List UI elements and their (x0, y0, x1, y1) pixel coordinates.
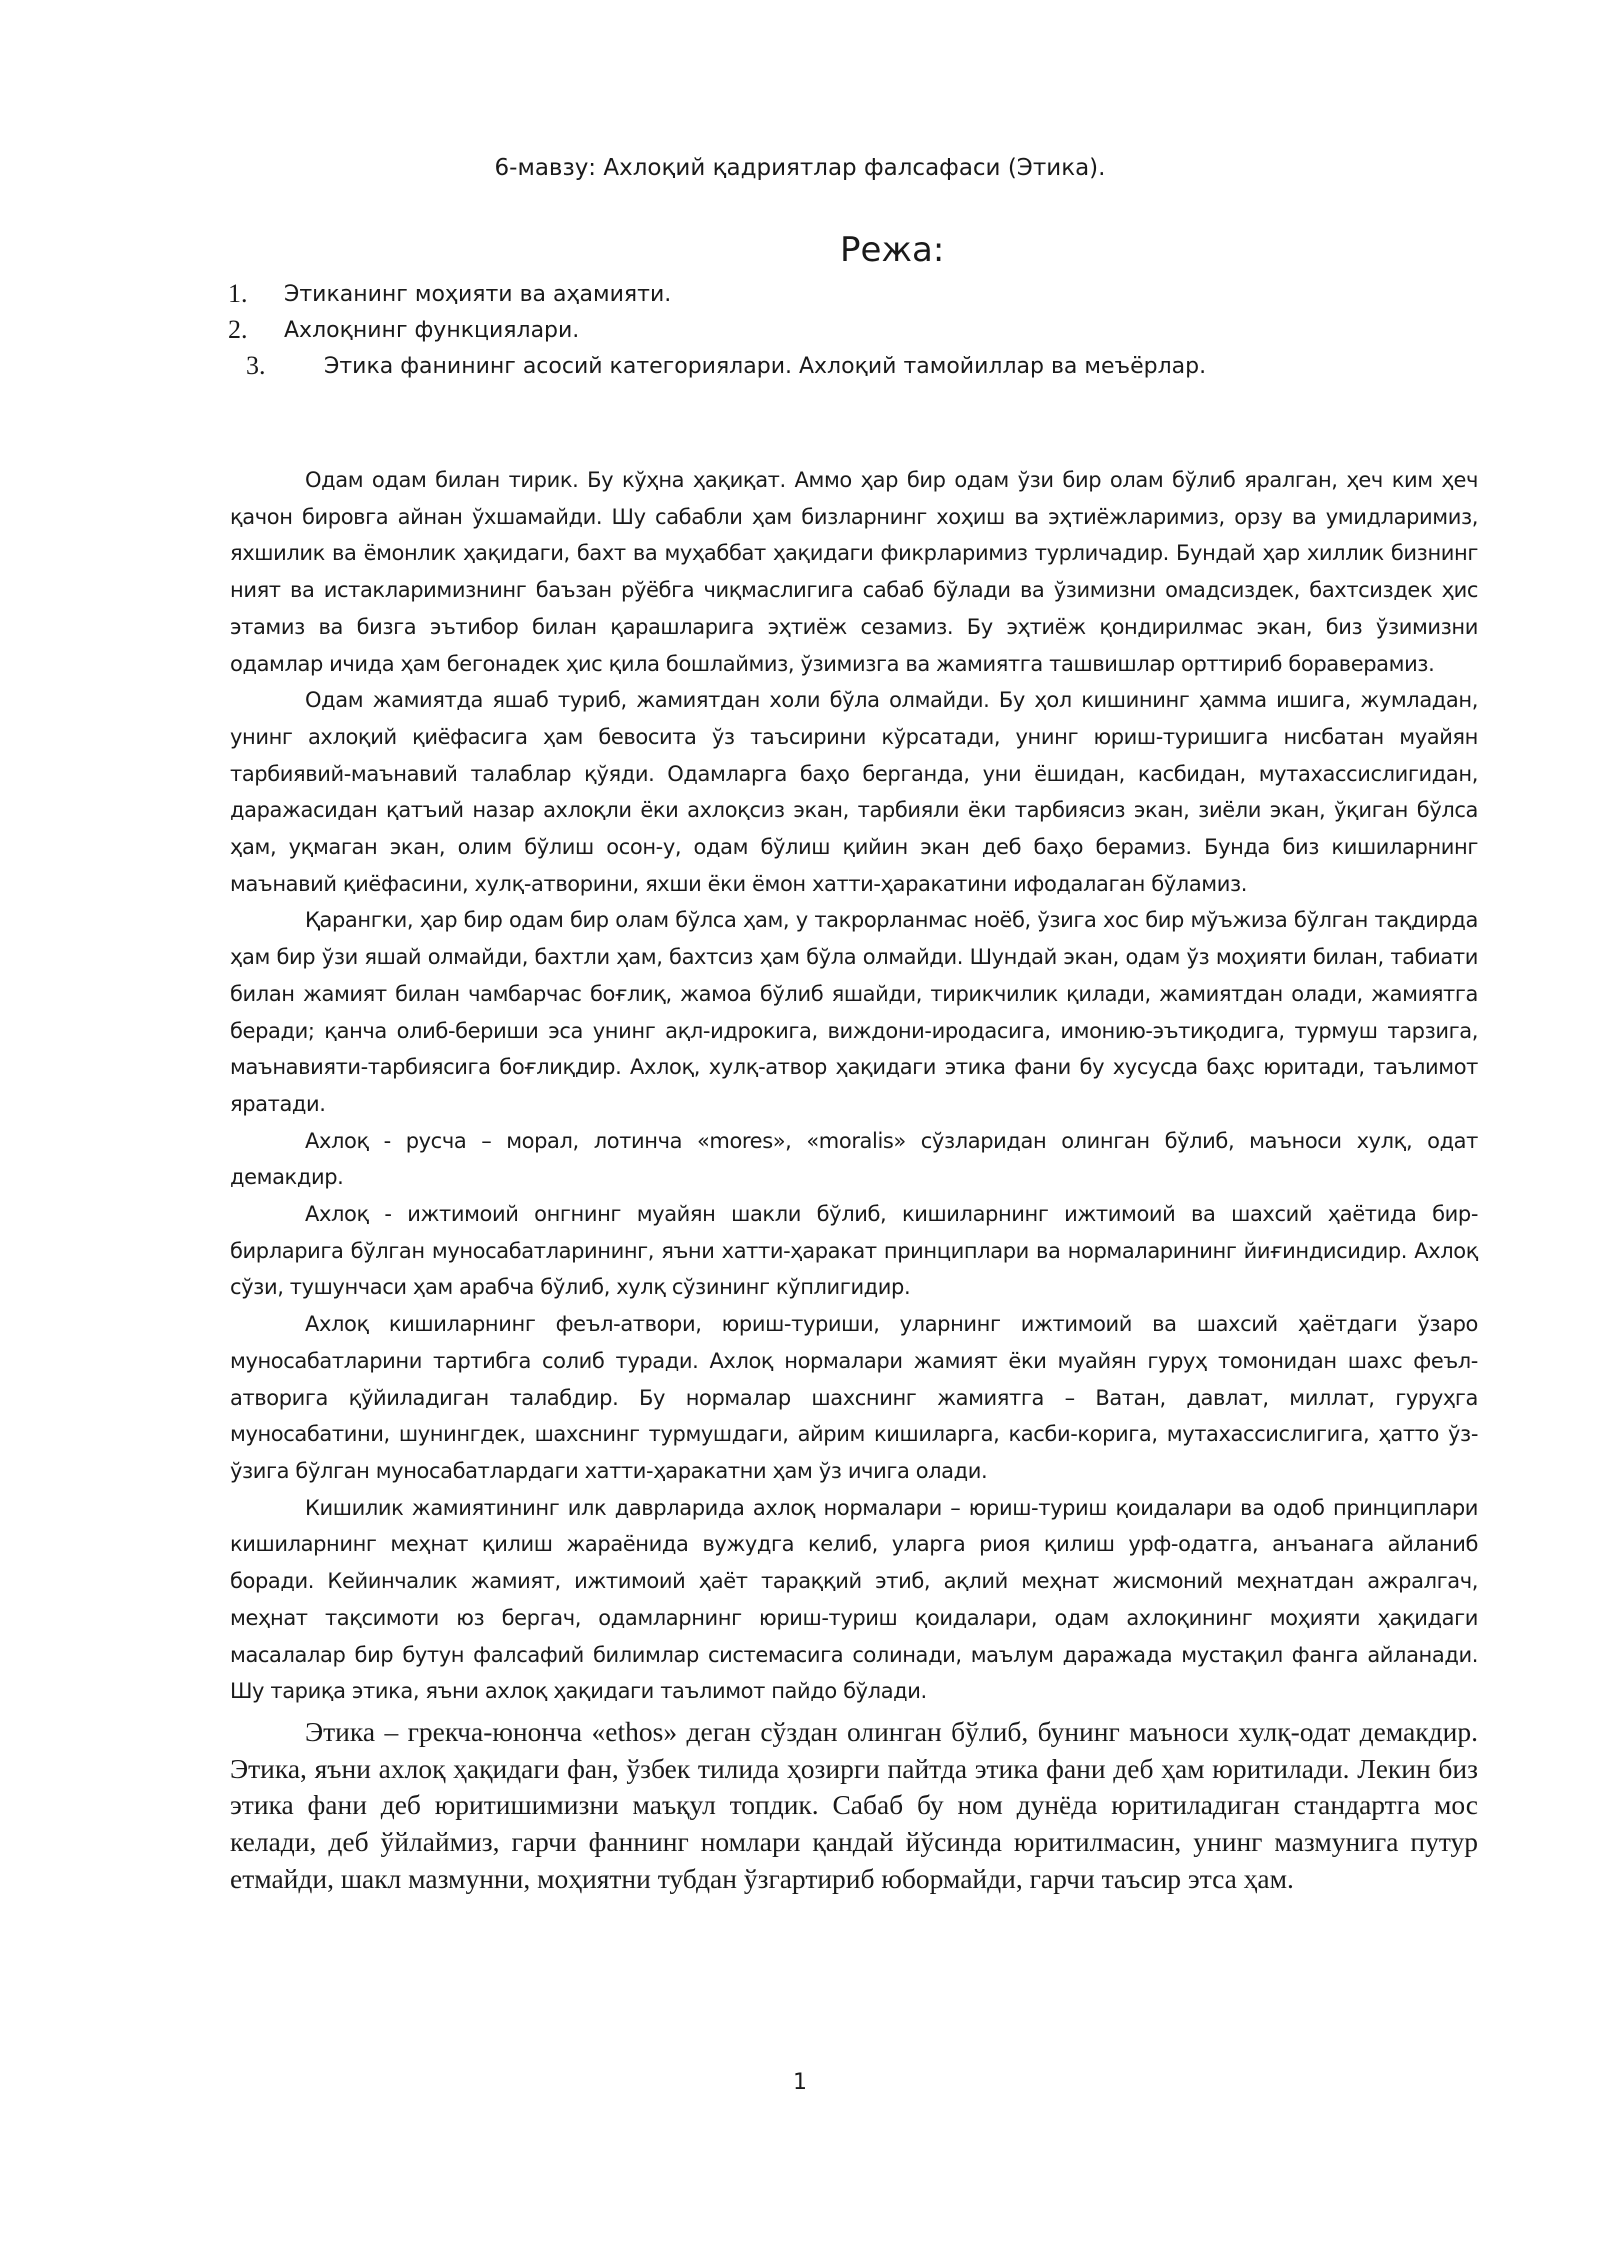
plan-item-text: Ахлоқнинг функциялари. (284, 317, 580, 343)
plan-item-number: 3. (246, 351, 266, 380)
paragraph: Ахлоқ - ижтимоий онгнинг муайян шакли бўлиб, кишиларнинг ижтимоий ва шахсий ҳаётида бир-бирларига бўлган муносабатларининг, яъни хатти-ҳаракат принциплари ва нормаларининг йиғиндисидир. Ахлоқ сўзи, тушунчаси ҳам арабча бўлиб, хулқ сўзининг кўплигидир. (230, 1202, 1478, 1300)
page-number: 1 (793, 2070, 807, 2095)
topic-title: 6-мавзу: Ахлоқий қадриятлар фалсафаси (Этика). (494, 155, 1106, 181)
paragraph: Одам одам билан тирик. Бу кўҳна ҳақиқат. Аммо ҳар бир одам ўзи бир олам бўлиб яралган, ҳеч ким ҳеч қачон бировга айнан ўхшамайди. Шу сабабли ҳам бизларнинг хоҳиш ва эҳтиёжларимиз, орзу ва умидларимиз, яхшилик ва ёмонлик ҳақидаги, бахт ва муҳаббат ҳақидаги фикрларимиз турличадир. Бундай ҳар хиллик бизнинг ният ва истакларимизнинг баъзан рўёбга чиқмаслигига сабаб бўлади ва ўзимизни омадсиздек, бахтсиздек ҳис этамиз ва бизга эътибор билан қарашларига эҳтиёж сезамиз. Бу эҳтиёж қондирилмас экан, биз ўзимизни одамлар ичида ҳам бегонадек ҳис қила бошлаймиз, ўзимизга ва жамиятга ташвишлар орттириб бораверамиз. (230, 468, 1478, 676)
plan-item-text: Этиканинг моҳияти ва аҳамияти. (284, 281, 672, 307)
plan-heading: Режа: (840, 230, 945, 270)
plan-item-text: Этика фанининг асосий категориялари. Ахлоқий тамойиллар ва меъёрлар. (324, 353, 1207, 379)
plan-item-number: 2. (228, 315, 248, 344)
body-text (230, 462, 1478, 1897)
plan-item (228, 348, 1428, 384)
paragraph: Одам жамиятда яшаб туриб, жамиятдан холи бўла олмайди. Бу ҳол кишининг ҳамма ишига, жумладан, унинг ахлоқий қиёфасига ҳам бевосита ўз таъсирини кўрсатади, унинг юриш-туришига нисбатан муайян тарбиявий-маънавий талаблар қўяди. Одамларга баҳо берганда, уни ёшидан, касбидан, мутахассислигидан, даражасидан қатъий назар ахлоқли ёки ахлоқсиз экан, тарбияли ёки тарбиясиз экан, зиёли экан, ўқиган бўлса ҳам, уқмаган экан, олим бўлиш осон-у, одам бўлиш қийин экан деб баҳо берамиз. Бунда биз кишиларнинг маънавий қиёфасини, хулқ-атворини, яхши ёки ёмон хатти-ҳаракатини ифодалаган бўламиз. (230, 688, 1478, 896)
paragraph: Ахлоқ - русча – морал, лотинча «mores», «moralis» сўзларидан олинган бўлиб, маъноси хулқ, одат демакдир. (230, 1128, 1478, 1190)
plan-item (228, 276, 1428, 312)
paragraph: Ахлоқ кишиларнинг феъл-атвори, юриш-туриши, уларнинг ижтимоий ва шахсий ҳаётдаги ўзаро муносабатларини тартибга солиб туради. Ахлоқ нормалари жамият ёки муайян гуруҳ томонидан шахс феъл-атворига қўйиладиган талабдир. Бу нормалар шахснинг жамиятга – Ватан, давлат, миллат, гуруҳга муносабатини, шунингдек, шахснинг турмушдаги, айрим кишиларга, касби-корига, мутахассислигига, ҳатто ўз-ўзига бўлган муносабатлардаги хатти-ҳаракатни ҳам ўз ичига олади. (230, 1312, 1478, 1483)
plan-item (228, 312, 1428, 348)
paragraph: Қарангки, ҳар бир одам бир олам бўлса ҳам, у такрорланмас ноёб, ўзига хос бир мўъжиза бўлган тақдирда ҳам бир ўзи яшай олмайди, бахтли ҳам, бахтсиз ҳам бўла олмайди. Шундай экан, одам ўз моҳияти билан, табиати билан жамият билан чамбарчас боғлиқ, жамоа бўлиб яшайди, тирикчилик қилади, жамиятдан олади, жамиятга беради; қанча олиб-бериши эса унинг ақл-идрокига, виждони-иродасига, имонию-эътиқодига, турмуш тарзига, маънавияти-тарбиясига боғлиқдир. Ахлоқ, хулқ-атвор ҳақидаги этика фани бу хусусда баҳс юритади, таълимот яратади. (230, 908, 1478, 1116)
paragraph: Этика – грекча-юнонча «ethos» деган сўздан олинган бўлиб, бунинг маъноси хулқ-одат демакдир. Этика, яъни ахлоқ ҳақидаги фан, ўзбек тилида ҳозирги пайтда этика фани деб ҳам юритилади. Лекин биз этика фани деб юритишимизни маъқул топдик. Сабаб бу ном дунёда юритиладиган стандартга мос келади, деб ўйлаймиз, гарчи фаннинг номлари қандай йўсинда юритилмасин, унинг мазмунига путур етмайди, шакл мазмунни, моҳиятни тубдан ўзгартириб юбормайди, гарчи таъсир этса ҳам. (230, 1715, 1478, 1894)
plan-list (228, 276, 1428, 384)
plan-item-number: 1. (228, 279, 248, 308)
paragraph: Кишилик жамиятининг илк даврларида ахлоқ нормалари – юриш-туриш қоидалари ва одоб принциплари кишиларнинг меҳнат қилиш жараёнида вужудга келиб, уларга риоя қилиш урф-одатга, анъанага айланиб боради. Кейинчалик жамият, ижтимоий ҳаёт тараққий этиб, ақлий меҳнат жисмоний меҳнатдан ажралгач, меҳнат тақсимоти юз бергач, одамларнинг юриш-туриш қоидалари, одам ахлоқининг моҳияти ҳақидаги масалалар бир бутун фалсафий билимлар системасига солинади, маълум даражада мустақил фанга айланади. Шу тариқа этика, яъни ахлоқ ҳақидаги таълимот пайдо бўлади. (230, 1495, 1478, 1704)
